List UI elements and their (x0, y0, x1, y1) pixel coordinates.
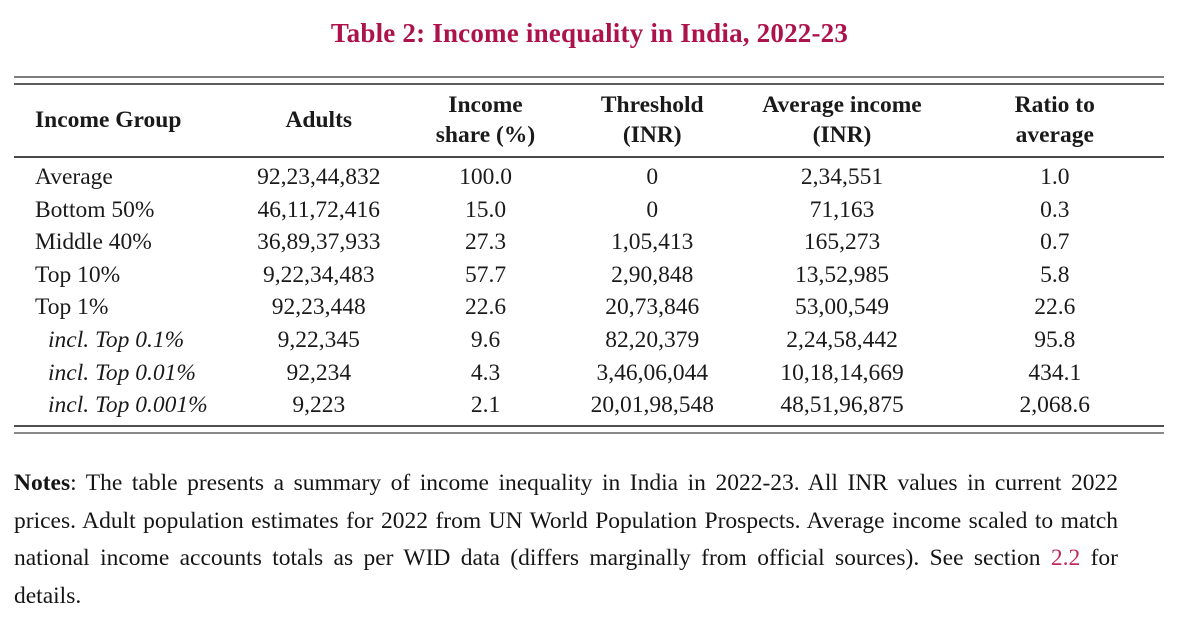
paper-page (0, 16, 1179, 620)
cell-adults: 92,23,44,832 (257, 164, 381, 190)
cell-adults: 36,89,37,933 (257, 229, 381, 256)
column-header-ratio-to-average (946, 85, 1165, 157)
table-row-middle-40 (14, 226, 1164, 259)
cell-ratio: 0.7 (1040, 229, 1070, 256)
column-header-income-share (405, 85, 566, 157)
notes-paragraph (14, 465, 1118, 615)
top-double-rule (14, 76, 1164, 85)
notes-text-after-link: for details. (14, 545, 1118, 609)
cell-income-share: 9.6 (470, 326, 501, 353)
table-row-top-1 (14, 292, 1164, 325)
header-label-line2: (INR) (622, 122, 682, 148)
table-header (14, 85, 1164, 157)
cell-income-group: Top 10% (35, 261, 121, 288)
cell-income-group: Middle 40% (35, 229, 152, 256)
cell-average-income: 48,51,96,875 (780, 392, 904, 419)
header-label-line1: Average income (762, 92, 922, 118)
cell-income-share: 22.6 (464, 294, 507, 321)
table-row-incl-top-0-01 (14, 357, 1164, 390)
bottom-double-rule (14, 425, 1164, 434)
cell-ratio: 434.1 (1028, 359, 1082, 386)
cell-average-income: 2,34,551 (800, 164, 884, 190)
header-label-line1: Income (448, 92, 523, 118)
header-label: Income Group (35, 107, 182, 133)
cell-threshold: 82,20,379 (605, 326, 700, 353)
header-label-line1: Ratio to (1014, 92, 1095, 118)
cell-average-income: 2,24,58,442 (786, 326, 898, 353)
notes-label: Notes (14, 470, 71, 497)
cell-income-group: Average (35, 164, 113, 190)
cell-income-share: 57.7 (464, 261, 507, 288)
cell-income-group: Bottom 50% (35, 196, 155, 223)
column-header-income-group (14, 85, 233, 157)
cell-average-income: 53,00,549 (795, 294, 889, 321)
header-label-line2: average (1015, 122, 1094, 148)
cell-income-group: incl. Top 0.001% (48, 392, 208, 419)
cell-adults: 46,11,72,416 (257, 196, 380, 223)
cell-income-group: incl. Top 0.1% (48, 326, 185, 353)
cell-threshold: 0 (646, 196, 659, 223)
cell-adults: 92,234 (286, 359, 352, 386)
column-header-average-income (739, 85, 946, 157)
cell-income-group: Top 1% (35, 294, 109, 321)
cell-adults: 9,22,34,483 (262, 261, 375, 288)
cell-threshold: 1,05,413 (611, 229, 694, 256)
cell-income-share: 15.0 (464, 196, 507, 223)
cell-income-share: 100.0 (459, 164, 512, 190)
table-body (14, 157, 1164, 425)
table-row-bottom-50 (14, 194, 1164, 227)
cell-income-share: 2.1 (470, 392, 501, 419)
column-header-threshold (566, 85, 739, 157)
table-container (14, 76, 1164, 434)
cell-threshold: 3,46,06,044 (596, 359, 709, 386)
cell-ratio: 95.8 (1034, 326, 1076, 353)
cell-average-income: 165,273 (803, 229, 881, 256)
cell-threshold: 0 (646, 164, 659, 190)
cell-ratio: 22.6 (1034, 294, 1076, 321)
column-header-adults (233, 85, 406, 157)
cell-ratio: 5.8 (1040, 261, 1070, 288)
income-inequality-table (14, 85, 1164, 425)
cell-average-income: 10,18,14,669 (780, 359, 904, 386)
cell-threshold: 20,73,846 (605, 294, 700, 321)
cell-adults: 92,23,448 (271, 294, 366, 321)
section-link[interactable]: 2.2 (1050, 545, 1081, 572)
header-label-line1: Threshold (600, 92, 704, 118)
cell-income-share: 27.3 (464, 229, 507, 256)
table-row-incl-top-0-1 (14, 324, 1164, 357)
table-row-top-10 (14, 259, 1164, 292)
cell-ratio: 2,068.6 (1019, 392, 1090, 419)
cell-threshold: 20,01,98,548 (590, 392, 714, 419)
table-caption: Table 2: Income inequality in India, 2022-23 (330, 18, 849, 48)
cell-income-group: incl. Top 0.01% (48, 359, 196, 386)
header-label-line2: (INR) (812, 122, 872, 148)
table-row-average (14, 157, 1164, 194)
header-label: Adults (285, 107, 353, 133)
cell-ratio: 1.0 (1040, 164, 1070, 190)
cell-threshold: 2,90,848 (611, 261, 694, 288)
header-label-line2: share (%) (435, 122, 536, 148)
cell-average-income: 71,163 (809, 196, 875, 223)
cell-adults: 9,22,345 (277, 326, 360, 353)
cell-average-income: 13,52,985 (795, 261, 889, 288)
cell-ratio: 0.3 (1040, 196, 1070, 223)
notes-text-before-link: : The table presents a summary of income inequality in India in 2022-23. All INR values in current 2022 prices. Adult population estimates for 2022 from UN World Population Prospects. Average income scaled to match national income accounts totals as per WID data (differs marginally from official sources). See section (14, 470, 1118, 572)
cell-adults: 9,223 (292, 392, 346, 419)
cell-income-share: 4.3 (470, 359, 501, 386)
table-row-incl-top-0-001 (14, 389, 1164, 425)
